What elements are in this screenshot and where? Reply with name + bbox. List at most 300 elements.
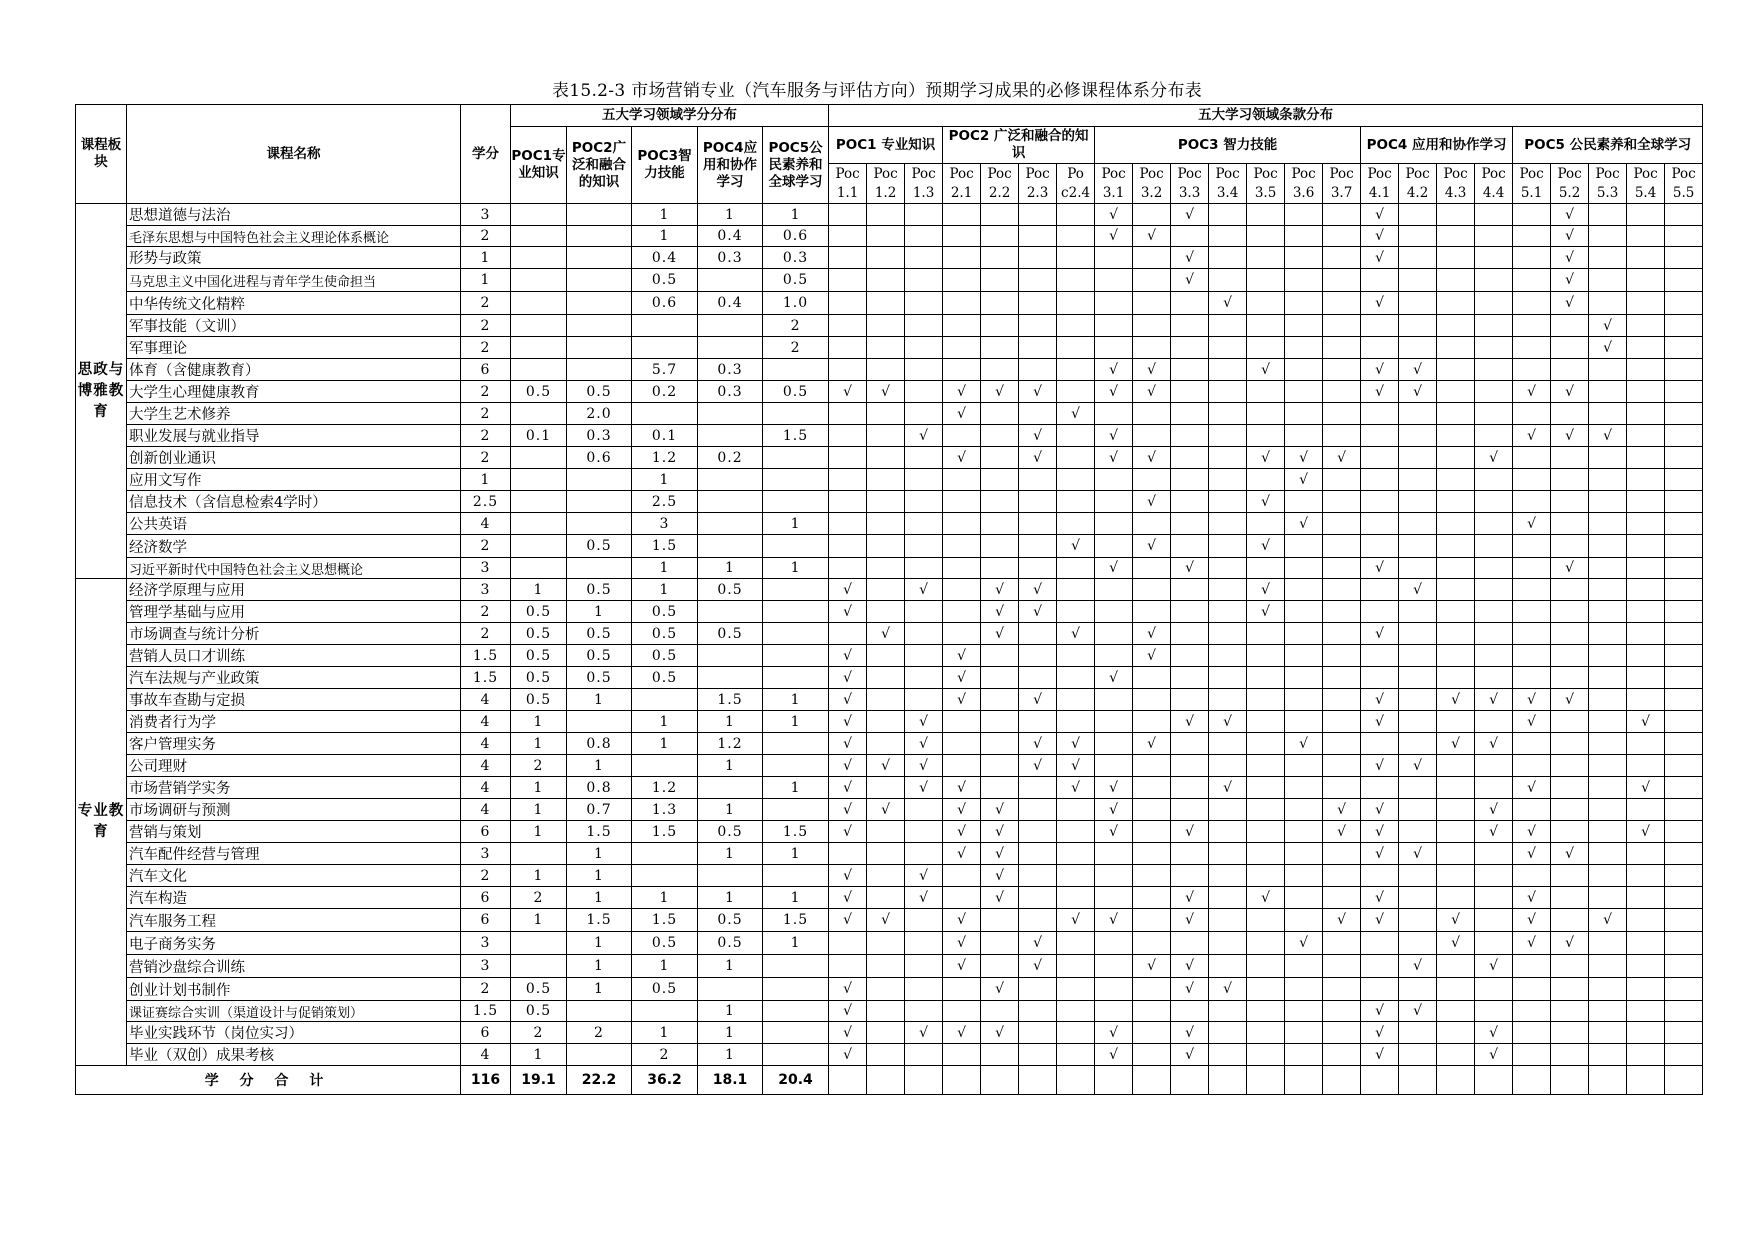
check-mark: √ bbox=[981, 821, 1019, 843]
poc-cell bbox=[1361, 337, 1399, 359]
check-mark: √ bbox=[981, 381, 1019, 403]
credit-dist-cell bbox=[763, 447, 829, 469]
poc-cell bbox=[981, 733, 1019, 755]
check-mark: √ bbox=[1551, 689, 1589, 711]
poc-cell bbox=[905, 226, 943, 247]
poc-cell bbox=[1589, 667, 1627, 689]
poc-cell bbox=[1323, 558, 1361, 579]
poc-cell bbox=[1133, 1022, 1171, 1044]
poc-cell bbox=[1551, 955, 1589, 978]
poc-cell bbox=[1627, 909, 1665, 932]
poc-cell bbox=[1551, 711, 1589, 733]
poc-cell bbox=[1285, 645, 1323, 667]
poc-cell bbox=[1057, 491, 1095, 513]
poc-cell bbox=[1323, 513, 1361, 535]
poc-cell bbox=[943, 1044, 981, 1066]
poc-cell bbox=[1247, 689, 1285, 711]
poc-cell bbox=[1247, 425, 1285, 447]
poc-cell bbox=[1475, 978, 1513, 1001]
poc-cell bbox=[1551, 403, 1589, 425]
course-name: 职业发展与就业指导 bbox=[127, 425, 461, 447]
credit-dist-cell bbox=[567, 269, 632, 292]
poc-cell bbox=[1437, 292, 1475, 315]
poc-cell bbox=[1475, 226, 1513, 247]
credit-dist-cell: 1 bbox=[698, 955, 763, 978]
poc-cell bbox=[943, 269, 981, 292]
credit-dist-cell bbox=[511, 932, 567, 955]
poc-cell bbox=[905, 645, 943, 667]
poc-cell bbox=[1513, 1044, 1551, 1066]
poc-cell bbox=[1551, 601, 1589, 623]
poc-cell bbox=[1475, 381, 1513, 403]
poc-cell bbox=[905, 403, 943, 425]
credit-dist-cell: 0.5 bbox=[567, 645, 632, 667]
poc-cell bbox=[1513, 403, 1551, 425]
credit-dist-cell: 0.5 bbox=[632, 601, 698, 623]
poc-cell bbox=[1323, 491, 1361, 513]
check-mark: √ bbox=[829, 667, 867, 689]
poc-cell bbox=[1399, 689, 1437, 711]
credit-dist-cell: 0.5 bbox=[511, 381, 567, 403]
check-mark: √ bbox=[1057, 403, 1095, 425]
header-poc-col: Poc 1.1 bbox=[829, 164, 867, 204]
poc-cell bbox=[1665, 689, 1703, 711]
header-poc-col: Poc 5.5 bbox=[1665, 164, 1703, 204]
poc-cell bbox=[829, 337, 867, 359]
credit-dist-cell bbox=[698, 777, 763, 799]
poc-cell bbox=[1437, 204, 1475, 226]
check-mark: √ bbox=[1437, 689, 1475, 711]
poc-cell bbox=[1589, 247, 1627, 269]
poc-cell bbox=[1323, 359, 1361, 381]
credit-dist-cell: 1 bbox=[567, 887, 632, 909]
poc-cell bbox=[1247, 381, 1285, 403]
poc-cell bbox=[1095, 1001, 1133, 1022]
check-mark: √ bbox=[1361, 755, 1399, 777]
credit-dist-cell: 0.5 bbox=[698, 909, 763, 932]
totals-empty bbox=[1095, 1066, 1133, 1095]
poc-cell bbox=[1285, 755, 1323, 777]
poc-cell bbox=[1665, 403, 1703, 425]
poc-cell bbox=[1589, 978, 1627, 1001]
check-mark: √ bbox=[1095, 204, 1133, 226]
poc-cell bbox=[943, 247, 981, 269]
poc-cell bbox=[981, 711, 1019, 733]
poc-cell bbox=[1285, 247, 1323, 269]
poc-cell bbox=[1399, 292, 1437, 315]
table-row bbox=[76, 623, 1703, 645]
poc-cell bbox=[1475, 777, 1513, 799]
header-poc-col: Poc 3.3 bbox=[1171, 164, 1209, 204]
poc-cell bbox=[1627, 1022, 1665, 1044]
poc-cell bbox=[1589, 843, 1627, 865]
check-mark: √ bbox=[1551, 843, 1589, 865]
poc-cell bbox=[1627, 667, 1665, 689]
header-module: 课程板块 bbox=[76, 105, 127, 204]
check-mark: √ bbox=[1589, 425, 1627, 447]
poc-cell bbox=[1019, 513, 1057, 535]
credit-dist-cell bbox=[763, 645, 829, 667]
poc-cell bbox=[1323, 469, 1361, 491]
poc-cell bbox=[1133, 755, 1171, 777]
poc-cell bbox=[1247, 226, 1285, 247]
totals-empty bbox=[1589, 1066, 1627, 1095]
check-mark: √ bbox=[1095, 226, 1133, 247]
credit-dist-cell: 1 bbox=[763, 204, 829, 226]
poc-cell bbox=[1133, 777, 1171, 799]
poc-cell bbox=[1399, 226, 1437, 247]
poc-cell bbox=[1247, 909, 1285, 932]
poc-cell bbox=[1057, 269, 1095, 292]
poc-cell bbox=[1437, 865, 1475, 887]
check-mark: √ bbox=[829, 1044, 867, 1066]
credit-dist-cell: 0.6 bbox=[763, 226, 829, 247]
table-row bbox=[76, 403, 1703, 425]
course-credit: 4 bbox=[461, 689, 511, 711]
check-mark: √ bbox=[867, 381, 905, 403]
poc-cell bbox=[1361, 491, 1399, 513]
poc-cell bbox=[1285, 315, 1323, 337]
course-name: 应用文写作 bbox=[127, 469, 461, 491]
credit-dist-cell bbox=[511, 513, 567, 535]
poc-cell bbox=[1133, 865, 1171, 887]
check-mark: √ bbox=[943, 381, 981, 403]
check-mark: √ bbox=[1019, 755, 1057, 777]
poc-cell bbox=[1475, 932, 1513, 955]
check-mark: √ bbox=[1513, 843, 1551, 865]
poc-cell bbox=[943, 513, 981, 535]
poc-cell bbox=[981, 292, 1019, 315]
poc-cell bbox=[1171, 623, 1209, 645]
poc-cell bbox=[1323, 689, 1361, 711]
poc-cell bbox=[1057, 667, 1095, 689]
poc-cell bbox=[1019, 269, 1057, 292]
check-mark: √ bbox=[1095, 667, 1133, 689]
course-credit: 4 bbox=[461, 733, 511, 755]
totals-dist: 19.1 bbox=[511, 1066, 567, 1095]
credit-dist-cell bbox=[698, 535, 763, 558]
poc-cell bbox=[1437, 491, 1475, 513]
course-credit: 6 bbox=[461, 887, 511, 909]
credit-dist-cell: 1 bbox=[567, 843, 632, 865]
totals-credit: 116 bbox=[461, 1066, 511, 1095]
poc-cell bbox=[981, 558, 1019, 579]
poc-cell bbox=[1057, 292, 1095, 315]
credit-dist-cell bbox=[511, 269, 567, 292]
poc-cell bbox=[1247, 799, 1285, 821]
poc-cell bbox=[1627, 558, 1665, 579]
check-mark: √ bbox=[1551, 381, 1589, 403]
poc-cell bbox=[1019, 315, 1057, 337]
check-mark: √ bbox=[829, 821, 867, 843]
poc-cell bbox=[1247, 315, 1285, 337]
credit-dist-cell bbox=[511, 315, 567, 337]
credit-dist-cell bbox=[763, 1022, 829, 1044]
course-name: 管理学基础与应用 bbox=[127, 601, 461, 623]
poc-cell bbox=[1095, 269, 1133, 292]
credit-dist-cell: 1 bbox=[632, 887, 698, 909]
poc-cell bbox=[1551, 447, 1589, 469]
header-poc-col: Poc 1.3 bbox=[905, 164, 943, 204]
header-poc-group: POC2 广泛和融合的知识 bbox=[943, 127, 1095, 164]
poc-cell bbox=[1247, 1001, 1285, 1022]
credit-dist-cell: 1 bbox=[698, 843, 763, 865]
table-row bbox=[76, 667, 1703, 689]
poc-cell bbox=[1437, 425, 1475, 447]
poc-cell bbox=[1437, 535, 1475, 558]
poc-cell bbox=[1665, 843, 1703, 865]
poc-cell bbox=[1361, 315, 1399, 337]
poc-cell bbox=[1247, 292, 1285, 315]
poc-cell bbox=[981, 469, 1019, 491]
course-credit: 2.5 bbox=[461, 491, 511, 513]
poc-cell bbox=[981, 425, 1019, 447]
credit-dist-cell: 1.2 bbox=[632, 777, 698, 799]
poc-cell bbox=[1019, 887, 1057, 909]
poc-cell bbox=[1627, 1044, 1665, 1066]
table-row bbox=[76, 978, 1703, 1001]
credit-dist-cell: 3 bbox=[632, 513, 698, 535]
poc-cell bbox=[1019, 204, 1057, 226]
poc-cell bbox=[1323, 292, 1361, 315]
poc-cell bbox=[1171, 535, 1209, 558]
poc-cell bbox=[1513, 755, 1551, 777]
poc-cell bbox=[981, 247, 1019, 269]
check-mark: √ bbox=[1475, 821, 1513, 843]
table-row bbox=[76, 733, 1703, 755]
header-poc-group: POC4 应用和协作学习 bbox=[1361, 127, 1513, 164]
poc-cell bbox=[1665, 315, 1703, 337]
poc-cell bbox=[1133, 689, 1171, 711]
credit-dist-cell: 1.5 bbox=[632, 909, 698, 932]
course-credit: 2 bbox=[461, 381, 511, 403]
poc-cell bbox=[1589, 955, 1627, 978]
credit-dist-cell bbox=[511, 204, 567, 226]
poc-cell bbox=[1551, 469, 1589, 491]
poc-cell bbox=[1171, 755, 1209, 777]
poc-cell bbox=[1437, 315, 1475, 337]
credit-dist-cell: 1 bbox=[567, 755, 632, 777]
poc-cell bbox=[1399, 601, 1437, 623]
table-row bbox=[76, 204, 1703, 226]
credit-dist-cell: 1 bbox=[698, 1044, 763, 1066]
course-name: 思想道德与法治 bbox=[127, 204, 461, 226]
poc-cell bbox=[1323, 579, 1361, 601]
poc-cell bbox=[1209, 821, 1247, 843]
credit-dist-cell bbox=[567, 711, 632, 733]
poc-cell bbox=[1209, 1022, 1247, 1044]
check-mark: √ bbox=[1171, 558, 1209, 579]
poc-cell bbox=[1171, 689, 1209, 711]
curriculum-table bbox=[75, 104, 1703, 1095]
credit-dist-cell bbox=[567, 204, 632, 226]
check-mark: √ bbox=[1057, 777, 1095, 799]
table-row bbox=[76, 491, 1703, 513]
totals-empty bbox=[1285, 1066, 1323, 1095]
poc-cell bbox=[1627, 469, 1665, 491]
poc-cell bbox=[1399, 932, 1437, 955]
course-name: 公司理财 bbox=[127, 755, 461, 777]
poc-cell bbox=[1171, 337, 1209, 359]
credit-dist-cell: 0.5 bbox=[567, 623, 632, 645]
credit-dist-cell: 0.3 bbox=[698, 359, 763, 381]
credit-dist-cell bbox=[698, 645, 763, 667]
poc-cell bbox=[1475, 337, 1513, 359]
poc-cell bbox=[829, 491, 867, 513]
course-name: 大学生心理健康教育 bbox=[127, 381, 461, 403]
totals-row bbox=[76, 1066, 1703, 1095]
poc-cell bbox=[867, 535, 905, 558]
poc-cell bbox=[1589, 226, 1627, 247]
poc-cell bbox=[867, 491, 905, 513]
check-mark: √ bbox=[1551, 425, 1589, 447]
course-name: 课证赛综合实训（渠道设计与促销策划） bbox=[127, 1001, 461, 1022]
credit-dist-cell bbox=[567, 558, 632, 579]
poc-cell bbox=[1247, 645, 1285, 667]
poc-cell bbox=[905, 667, 943, 689]
credit-dist-cell bbox=[567, 315, 632, 337]
check-mark: √ bbox=[1019, 955, 1057, 978]
poc-cell bbox=[1551, 579, 1589, 601]
poc-cell bbox=[1627, 337, 1665, 359]
poc-cell bbox=[1513, 799, 1551, 821]
poc-cell bbox=[1209, 843, 1247, 865]
poc-cell bbox=[1285, 204, 1323, 226]
poc-cell bbox=[1247, 403, 1285, 425]
course-credit: 1 bbox=[461, 247, 511, 269]
poc-cell bbox=[1057, 558, 1095, 579]
poc-cell bbox=[1209, 1044, 1247, 1066]
poc-cell bbox=[1399, 247, 1437, 269]
poc-cell bbox=[1285, 978, 1323, 1001]
totals-empty bbox=[1475, 1066, 1513, 1095]
poc-cell bbox=[1627, 1001, 1665, 1022]
poc-cell bbox=[1057, 247, 1095, 269]
poc-cell bbox=[1019, 491, 1057, 513]
poc-cell bbox=[1285, 292, 1323, 315]
credit-dist-cell bbox=[511, 359, 567, 381]
poc-cell bbox=[981, 337, 1019, 359]
check-mark: √ bbox=[943, 447, 981, 469]
credit-dist-cell: 2 bbox=[763, 315, 829, 337]
course-name: 营销人员口才训练 bbox=[127, 645, 461, 667]
header-credit-group: 五大学习领域学分分布 bbox=[511, 105, 829, 127]
poc-cell bbox=[1133, 292, 1171, 315]
poc-cell bbox=[1171, 359, 1209, 381]
check-mark: √ bbox=[1209, 711, 1247, 733]
poc-cell bbox=[829, 535, 867, 558]
course-name: 创业计划书制作 bbox=[127, 978, 461, 1001]
course-credit: 3 bbox=[461, 204, 511, 226]
check-mark: √ bbox=[905, 579, 943, 601]
poc-cell bbox=[981, 689, 1019, 711]
poc-cell bbox=[1475, 292, 1513, 315]
poc-cell bbox=[1247, 865, 1285, 887]
poc-cell bbox=[1209, 887, 1247, 909]
check-mark: √ bbox=[1513, 821, 1551, 843]
poc-cell bbox=[1209, 601, 1247, 623]
check-mark: √ bbox=[829, 865, 867, 887]
poc-cell bbox=[1399, 558, 1437, 579]
table-row bbox=[76, 447, 1703, 469]
course-name: 军事理论 bbox=[127, 337, 461, 359]
poc-cell bbox=[829, 447, 867, 469]
header-clause-group: 五大学习领域条款分布 bbox=[829, 105, 1703, 127]
poc-cell bbox=[1095, 932, 1133, 955]
poc-cell bbox=[1095, 711, 1133, 733]
check-mark: √ bbox=[1095, 821, 1133, 843]
poc-cell bbox=[1285, 425, 1323, 447]
credit-dist-cell bbox=[763, 978, 829, 1001]
poc-cell bbox=[1589, 601, 1627, 623]
poc-cell bbox=[1627, 932, 1665, 955]
course-credit: 3 bbox=[461, 579, 511, 601]
totals-dist: 36.2 bbox=[632, 1066, 698, 1095]
poc-cell bbox=[1665, 821, 1703, 843]
header-poc-col: Poc 2.3 bbox=[1019, 164, 1057, 204]
poc-cell bbox=[1323, 645, 1361, 667]
poc-cell bbox=[905, 623, 943, 645]
check-mark: √ bbox=[1133, 955, 1171, 978]
poc-cell bbox=[1019, 865, 1057, 887]
poc-cell bbox=[1323, 711, 1361, 733]
check-mark: √ bbox=[829, 909, 867, 932]
credit-dist-cell: 0.5 bbox=[763, 269, 829, 292]
poc-cell bbox=[1019, 1001, 1057, 1022]
poc-cell bbox=[1285, 535, 1323, 558]
poc-cell bbox=[1209, 381, 1247, 403]
check-mark: √ bbox=[1133, 645, 1171, 667]
totals-empty bbox=[1513, 1066, 1551, 1095]
poc-cell bbox=[1399, 887, 1437, 909]
poc-cell bbox=[1361, 777, 1399, 799]
poc-cell bbox=[1513, 955, 1551, 978]
check-mark: √ bbox=[1361, 689, 1399, 711]
poc-cell bbox=[1437, 601, 1475, 623]
check-mark: √ bbox=[905, 711, 943, 733]
credit-dist-cell: 1 bbox=[511, 711, 567, 733]
poc-cell bbox=[1475, 469, 1513, 491]
poc-cell bbox=[1171, 491, 1209, 513]
poc-cell bbox=[1665, 645, 1703, 667]
poc-cell bbox=[1323, 425, 1361, 447]
check-mark: √ bbox=[981, 887, 1019, 909]
course-name: 事故车查勘与定损 bbox=[127, 689, 461, 711]
check-mark: √ bbox=[1019, 381, 1057, 403]
poc-cell bbox=[867, 689, 905, 711]
check-mark: √ bbox=[1361, 799, 1399, 821]
poc-cell bbox=[1133, 887, 1171, 909]
poc-cell bbox=[1361, 645, 1399, 667]
course-name: 大学生艺术修养 bbox=[127, 403, 461, 425]
check-mark: √ bbox=[829, 579, 867, 601]
poc-cell bbox=[1551, 1022, 1589, 1044]
table-row bbox=[76, 359, 1703, 381]
poc-cell bbox=[1551, 865, 1589, 887]
poc-cell bbox=[1399, 1022, 1437, 1044]
check-mark: √ bbox=[943, 799, 981, 821]
poc-cell bbox=[1399, 623, 1437, 645]
credit-dist-cell bbox=[632, 843, 698, 865]
poc-cell bbox=[905, 469, 943, 491]
poc-cell bbox=[981, 1044, 1019, 1066]
credit-dist-cell: 1.5 bbox=[632, 535, 698, 558]
credit-dist-cell: 1 bbox=[511, 579, 567, 601]
credit-dist-cell bbox=[511, 292, 567, 315]
poc-cell bbox=[1095, 955, 1133, 978]
poc-cell bbox=[905, 292, 943, 315]
check-mark: √ bbox=[1513, 689, 1551, 711]
